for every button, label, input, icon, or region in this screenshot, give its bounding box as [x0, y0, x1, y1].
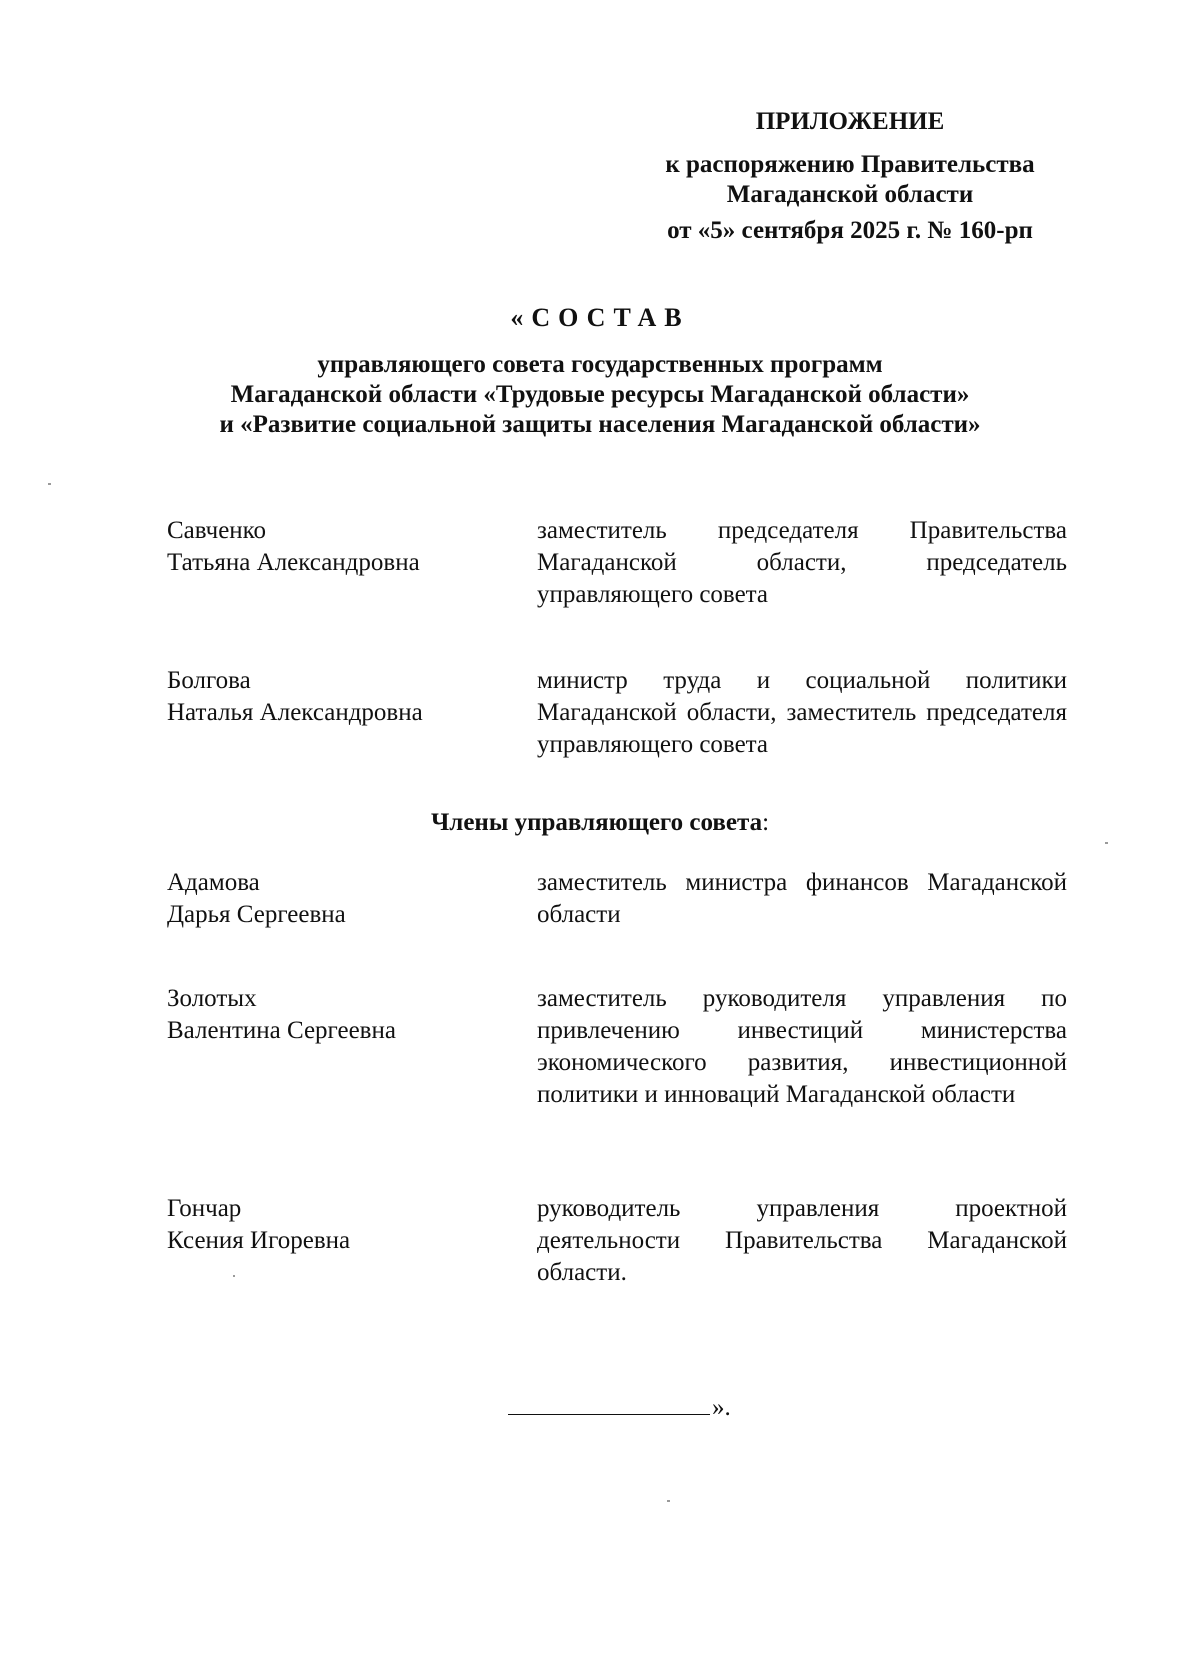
scan-speck — [233, 1275, 235, 1277]
member-surname: Гончар — [167, 1195, 242, 1222]
member-name — [167, 867, 507, 931]
members-heading-text: Члены управляющего совета — [430, 809, 763, 836]
member-given-names: Валентина Сергеевна — [167, 1017, 396, 1044]
member-given-names: Дарья Сергеевна — [167, 901, 346, 928]
appendix-title: ПРИЛОЖЕНИЕ — [755, 108, 945, 135]
closing-rule — [508, 1413, 710, 1415]
member-name — [167, 1193, 507, 1257]
member-name — [167, 515, 507, 579]
document-subtitle — [150, 350, 1050, 440]
subtitle-line-1: управляющего совета государственных программ — [317, 351, 883, 378]
closing-quote: ». — [712, 1394, 731, 1421]
subtitle-line-2: Магаданской области «Трудовые ресурсы Магаданской области» — [230, 381, 970, 408]
appendix-order-line-2: Магаданской области — [726, 181, 974, 208]
scan-speck — [1105, 842, 1108, 844]
members-heading-colon: : — [762, 809, 770, 836]
appendix-order-reference — [630, 150, 1070, 210]
scan-speck — [48, 483, 51, 485]
subtitle-line-3: и «Развитие социальной защиты населения Магаданской области» — [219, 411, 981, 438]
scan-speck — [667, 1500, 670, 1502]
member-role: заместитель председателя Правительства Магаданской области, председатель управляющего совета — [537, 517, 1067, 608]
member-role: руководитель управления проектной деятельности Правительства Магаданской области. — [537, 1195, 1067, 1286]
members-heading — [0, 807, 1200, 839]
member-role: заместитель руководителя управления по привлечению инвестиций министерства экономического развития, инвестиционной политики и инноваций Магаданской области — [537, 985, 1067, 1108]
appendix-date-number: от «5» сентября 2025 г. № 160-рп — [667, 217, 1033, 244]
member-surname: Болгова — [167, 667, 251, 694]
document-title: «СОСТАВ — [510, 303, 690, 332]
member-surname: Золотых — [167, 985, 257, 1012]
member-given-names: Ксения Игоревна — [167, 1227, 351, 1254]
member-given-names: Наталья Александровна — [167, 699, 423, 726]
member-name — [167, 665, 507, 729]
member-surname: Савченко — [167, 517, 267, 544]
member-role: заместитель министра финансов Магаданской области — [537, 869, 1067, 928]
closing-mark — [508, 1393, 731, 1423]
member-given-names: Татьяна Александровна — [167, 549, 420, 576]
member-name — [167, 983, 507, 1047]
member-surname: Адамова — [167, 869, 260, 896]
appendix-order-line-1: к распоряжению Правительства — [665, 151, 1035, 178]
member-role: министр труда и социальной политики Магаданской области, заместитель председателя управляющего совета — [537, 667, 1067, 758]
